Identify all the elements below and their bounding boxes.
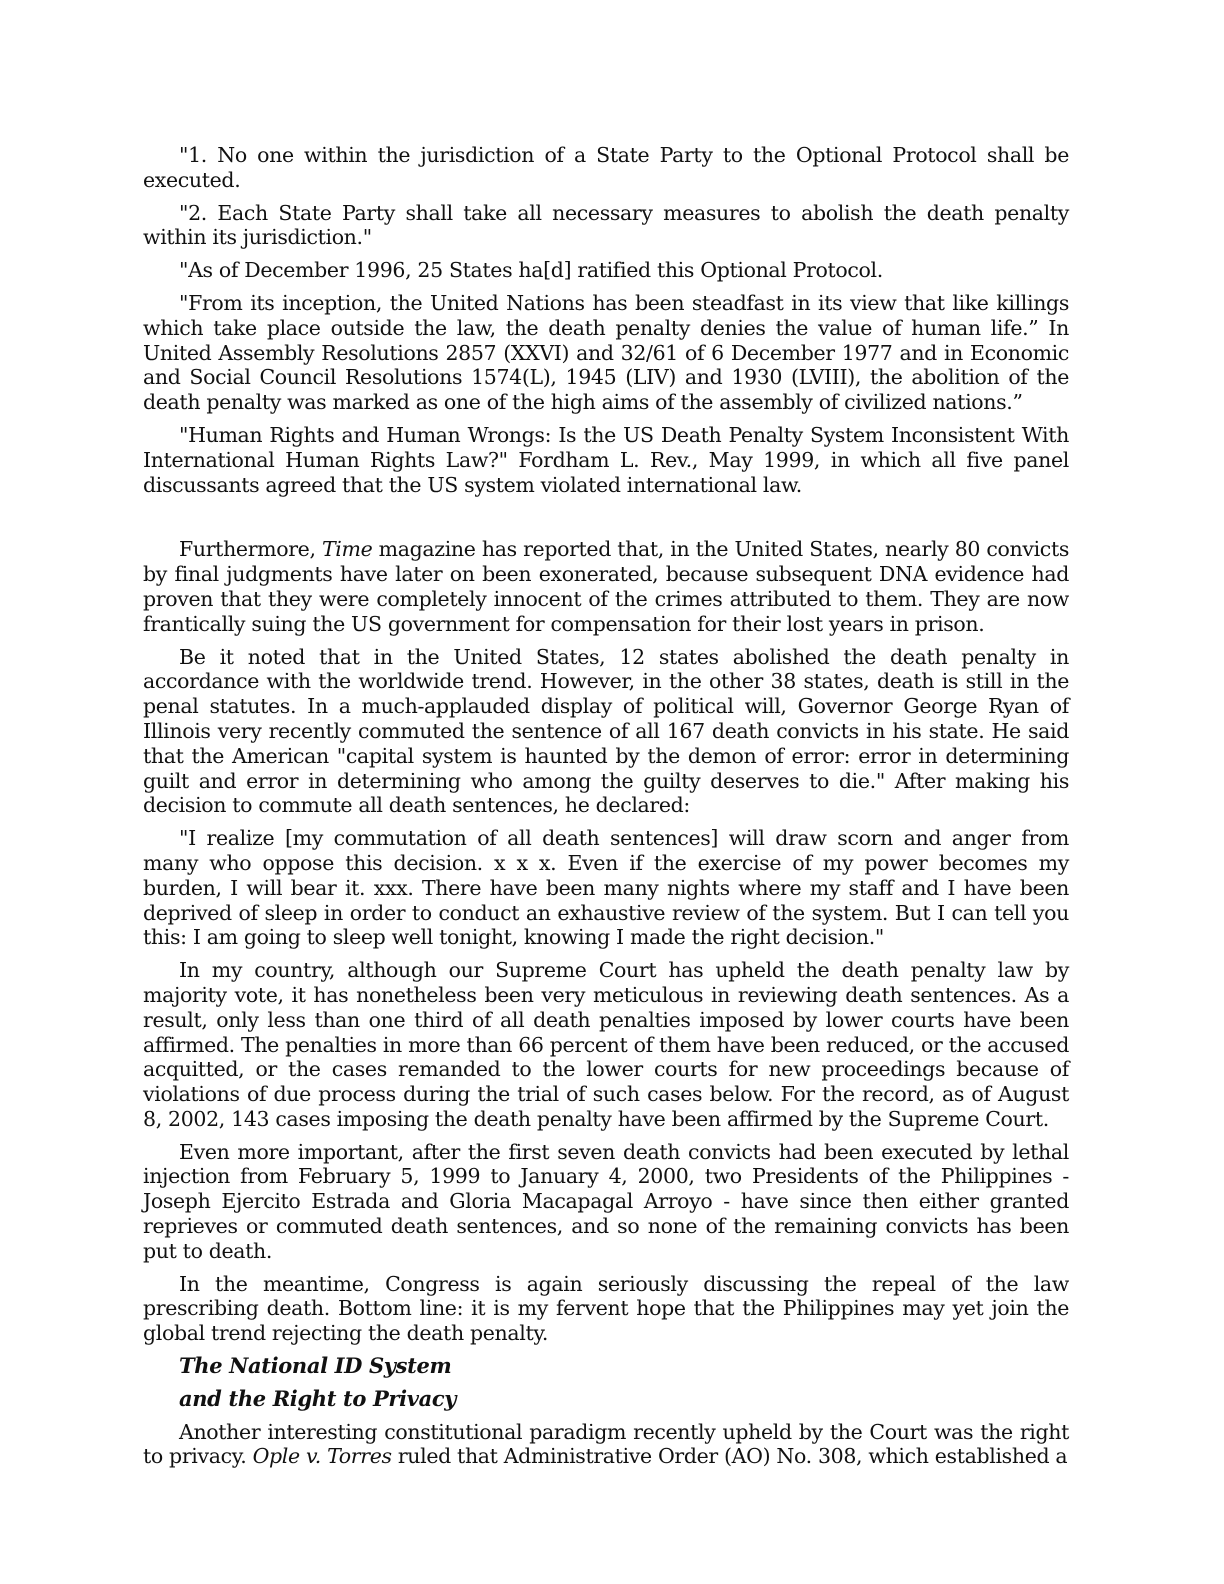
section-spacer <box>143 505 1069 537</box>
paragraph-text: magazine has reported that, in the United States, nearly 80 convicts by final judgments have later on been exonerated, because subsequent DNA evidence had proven that they were completely innocent of the crimes attributed to them. They are now frantically suing the US government for compensation for their lost years in prison. <box>143 537 1069 636</box>
paragraph-text: Another interesting constitutional paradigm recently upheld by the Court was the right to privacy. <box>143 1419 1069 1469</box>
publication-title: Time <box>321 537 373 562</box>
paragraph-us-states: Be it noted that in the United States, 12 states abolished the death penalty in accordance with the worldwide trend. However, in the other 38 states, death is still in the penal statutes. In a much-applauded display of political will, Governor George Ryan of Illinois very recently commuted the sentence of all 167 death convicts in his state. He said that the American "capital system is haunted by the demon of error: error in determining guilt and error in determining who among the guilty deserves to die." After making his decision to commute all death sentences, he declared: <box>143 644 1069 818</box>
paragraph-ratification: "As of December 1996, 25 States ha[d] ratified this Optional Protocol. <box>179 258 883 283</box>
paragraph-protocol-article-2: "2. Each State Party shall take all necessary measures to abolish the death penalty within its jurisdiction." <box>143 200 1069 250</box>
section-heading-line-1: The National ID System <box>179 1353 452 1379</box>
paragraph-congress: In the meantime, Congress is again seriously discussing the repeal of the law prescribing death. Bottom line: it is my fervent hope that the Philippines may yet join the global trend rejecting the death penalty. <box>143 1271 1069 1346</box>
paragraph-text: ruled that Administrative Order (AO) No. 308, which established a <box>391 1444 1068 1469</box>
paragraph-fordham-citation: "Human Rights and Human Wrongs: Is the US Death Penalty System Inconsistent With International Human Rights Law?" Fordham L. Rev., May 1999, in which all five panel discussants agreed that the US system violated international law. <box>143 422 1069 497</box>
paragraph-protocol-article-1: "1. No one within the jurisdiction of a State Party to the Optional Protocol shall be executed. <box>143 143 1069 192</box>
case-name: Ople v. Torres <box>252 1444 392 1469</box>
paragraph-time-magazine <box>143 537 1069 636</box>
paragraph-executions: Even more important, after the first seven death convicts had been executed by lethal injection from February 5, 1999 to January 4, 2000, two Presidents of the Philippines - Joseph Ejercito Estrada and Gloria Macapagal Arroyo - have since then either granted reprieves or commuted death sentences, and so none of the remaining convicts has been put to death. <box>143 1139 1069 1263</box>
paragraph-ryan-quote: "I realize [my commutation of all death sentences] will draw scorn and anger from many who oppose this decision. x x x. Even if the exercise of my power becomes my burden, I will bear it. xxx. There have been many nights where my staff and I have been deprived of sleep in order to conduct an exhaustive review of the system. But I can tell you this: I am going to sleep well tonight, knowing I made the right decision." <box>143 826 1069 950</box>
paragraph-supreme-court: In my country, although our Supreme Court has upheld the death penalty law by majority vote, it has nonetheless been very meticulous in reviewing death sentences. As a result, only less than one third of all death penalties imposed by lower courts have been affirmed. The penalties in more than 66 percent of them have been reduced, or the accused acquitted, or the cases remanded to the lower courts for new proceedings because of violations of due process during the trial of such cases below. For the record, as of August 8, 2002, 143 cases imposing the death penalty have been affirmed by the Supreme Court. <box>143 958 1069 1131</box>
paragraph-un-position: "From its inception, the United Nations has been steadfast in its view that like killings which take place outside the law, the death penalty denies the value of human life.” In United Assembly Resolutions 2857 (XXVI) and 32/61 of 6 December 1977 and in Economic and Social Council Resolutions 1574(L), 1945 (LIV) and 1930 (LVIII), the abolition of the death penalty was marked as one of the high aims of the assembly of civilized nations.” <box>143 290 1069 415</box>
document-page <box>143 143 1069 1477</box>
paragraph-privacy <box>143 1420 1069 1470</box>
section-heading-line-2: and the Right to Privacy <box>179 1385 457 1411</box>
paragraph-text: Furthermore, <box>179 537 322 562</box>
